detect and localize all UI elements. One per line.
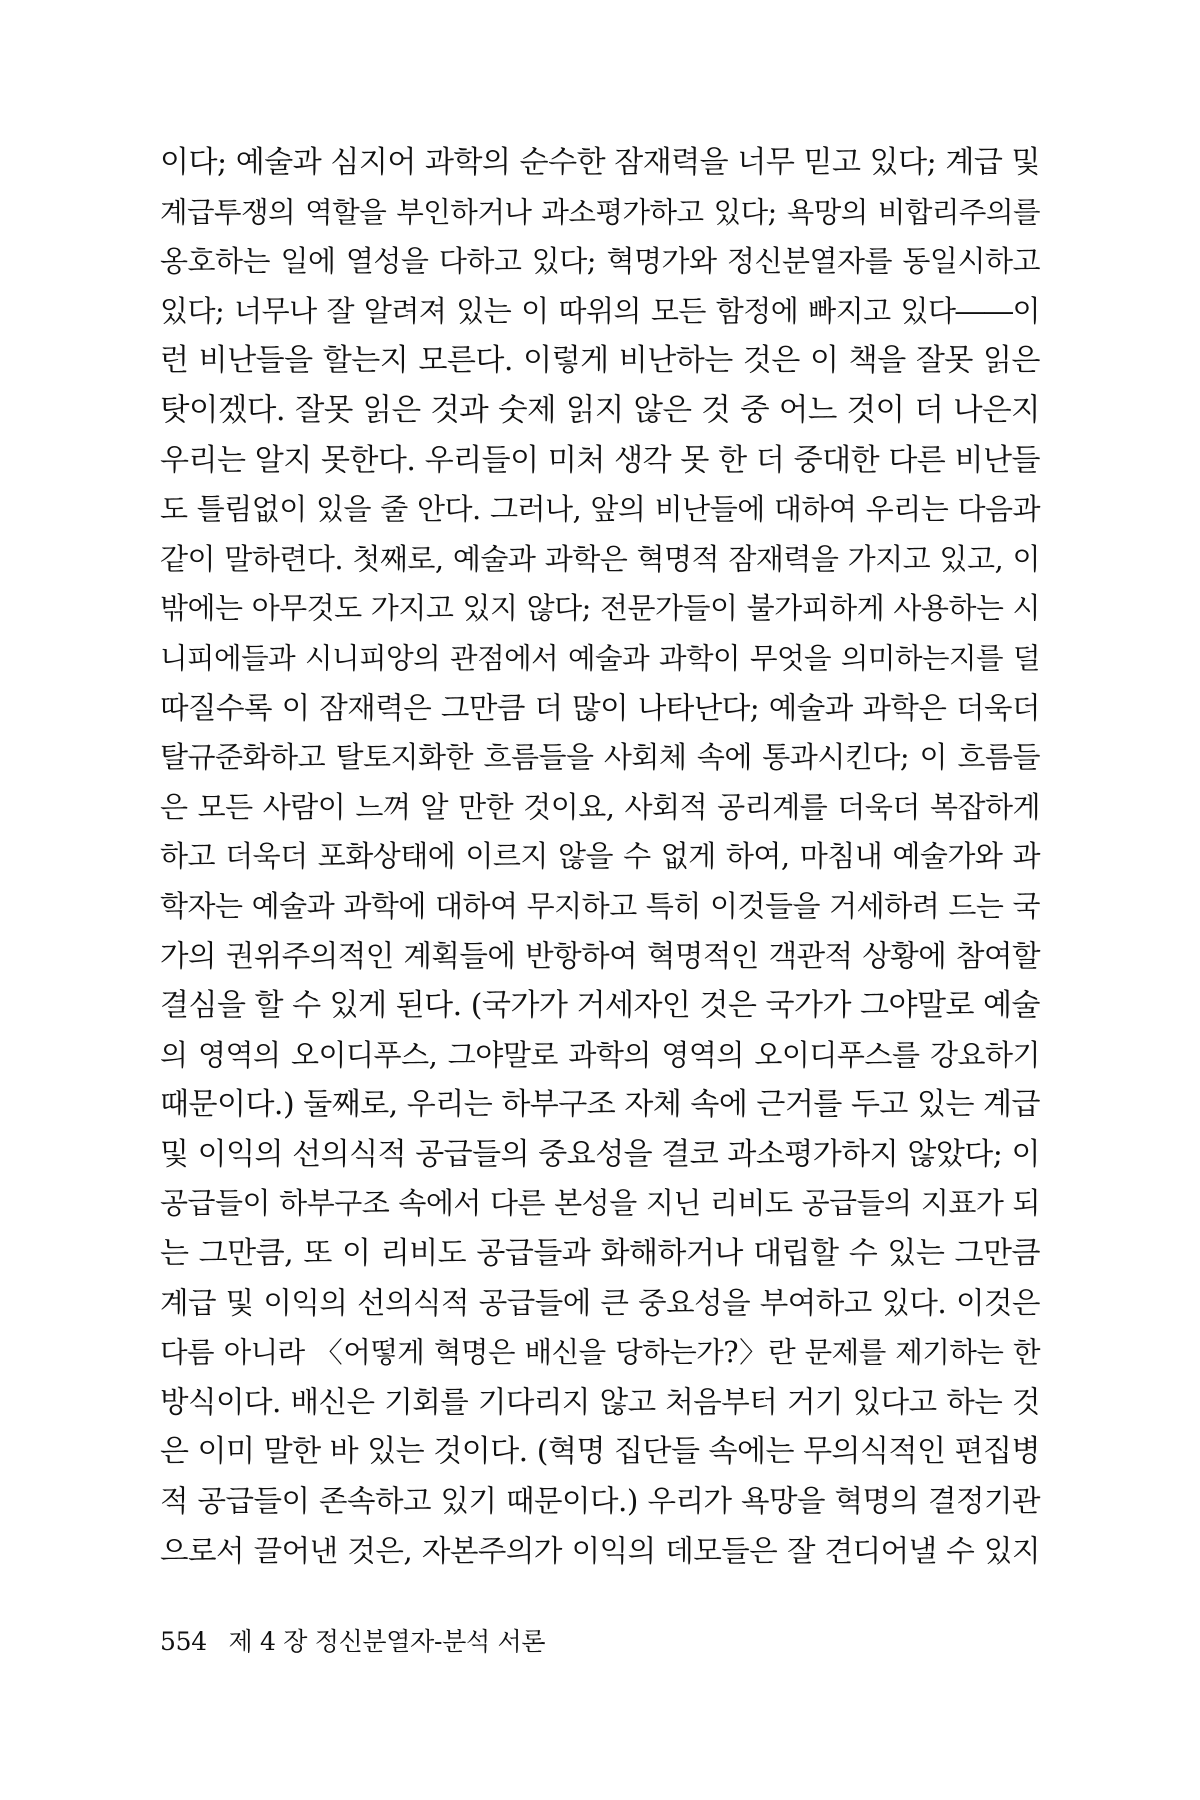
text-line: 니피에들과 시니피앙의 관점에서 예술과 과학이 무엇을 의미하는지를 덜 <box>160 641 1040 675</box>
text-line: 밖에는 아무것도 가지고 있지 않다; 전문가들이 불가피하게 사용하는 시 <box>160 591 1040 626</box>
text-line: 으로서 끌어낸 것은, 자본주의가 이익의 데모들은 잘 견디어낼 수 있지 <box>160 1533 1040 1568</box>
text-line: 계급투쟁의 역할을 부인하거나 과소평가하고 있다; 욕망의 비합리주의를 <box>160 195 1040 229</box>
text-line: 는 그만큼, 또 이 리비도 공급들과 화해하거나 대립할 수 있는 그만큼 <box>160 1236 1040 1272</box>
text-line: 따질수록 이 잠재력은 그만큼 더 많이 나타난다; 예술과 과학은 더욱더 <box>160 690 1040 725</box>
text-line: 탈규준화하고 탈토지화한 흐름들을 사회체 속에 통과시킨다; 이 흐름들 <box>160 740 1040 775</box>
text-line: 우리는 알지 못한다. 우리들이 미처 생각 못 한 더 중대한 다른 비난들 <box>160 442 1040 478</box>
running-footer-chapter: 제 4 장 정신분열자-분석 서론 <box>228 1627 546 1656</box>
text-line: 방식이다. 배신은 기회를 기다리지 않고 처음부터 거기 있다고 하는 것 <box>160 1384 1040 1419</box>
text-line: 학자는 예술과 과학에 대하여 무지하고 특히 이것들을 거세하려 드는 국 <box>160 888 1040 923</box>
text-line: 결심을 할 수 있게 된다. (국가가 거세자인 것은 국가가 그야말로 예술 <box>160 988 1040 1024</box>
text-line: 옹호하는 일에 열성을 다하고 있다; 혁명가와 정신분열자를 동일시하고 <box>160 244 1040 279</box>
text-line: 탓이겠다. 잘못 읽은 것과 숫제 읽지 않은 것 중 어느 것이 더 나은지 <box>160 392 1040 428</box>
text-line: 이다; 예술과 심지어 과학의 순수한 잠재력을 너무 믿고 있다; 계급 및 <box>160 145 1040 180</box>
text-line: 때문이다.) 둘째로, 우리는 하부구조 자체 속에 근거를 두고 있는 계급 <box>160 1087 1040 1123</box>
text-line: 같이 말하련다. 첫째로, 예술과 과학은 혁명적 잠재력을 가지고 있고, 이 <box>160 541 1040 576</box>
body-text <box>160 138 1040 1576</box>
text-line: 적 공급들이 존속하고 있기 때문이다.) 우리가 욕망을 혁명의 결정기관 <box>160 1484 1040 1519</box>
text-line: 도 틀림없이 있을 줄 안다. 그러나, 앞의 비난들에 대하여 우리는 다음과 <box>160 492 1040 527</box>
page-footer <box>160 1626 545 1658</box>
text-line: 공급들이 하부구조 속에서 다른 본성을 지닌 리비도 공급들의 지표가 되 <box>160 1186 1040 1221</box>
text-line: 은 이미 말한 바 있는 것이다. (혁명 집단들 속에는 무의식적인 편집병 <box>160 1434 1040 1470</box>
text-line: 계급 및 이익의 선의식적 공급들에 큰 중요성을 부여하고 있다. 이것은 <box>160 1285 1040 1320</box>
text-line: 있다; 너무나 잘 알려져 있는 이 따위의 모든 함정에 빠지고 있다――이 <box>160 293 1040 328</box>
text-line: 은 모든 사람이 느껴 알 만한 것이요, 사회적 공리계를 더욱더 복잡하게 <box>160 789 1040 824</box>
text-line: 런 비난들을 할는지 모른다. 이렇게 비난하는 것은 이 책을 잘못 읽은 <box>160 343 1040 379</box>
text-line: 다름 아니라 〈어떻게 혁명은 배신을 당하는가?〉란 문제를 제기하는 한 <box>160 1336 1040 1370</box>
text-line: 의 영역의 오이디푸스, 그야말로 과학의 영역의 오이디푸스를 강요하기 <box>160 1037 1040 1072</box>
text-line: 하고 더욱더 포화상태에 이르지 않을 수 없게 하여, 마침내 예술가와 과 <box>160 839 1040 874</box>
text-line: 가의 권위주의적인 계획들에 반항하여 혁명적인 객관적 상황에 참여할 <box>160 938 1040 973</box>
page-number: 554 <box>160 1627 207 1656</box>
text-line: 및 이익의 선의식적 공급들의 중요성을 결코 과소평가하지 않았다; 이 <box>160 1136 1040 1172</box>
